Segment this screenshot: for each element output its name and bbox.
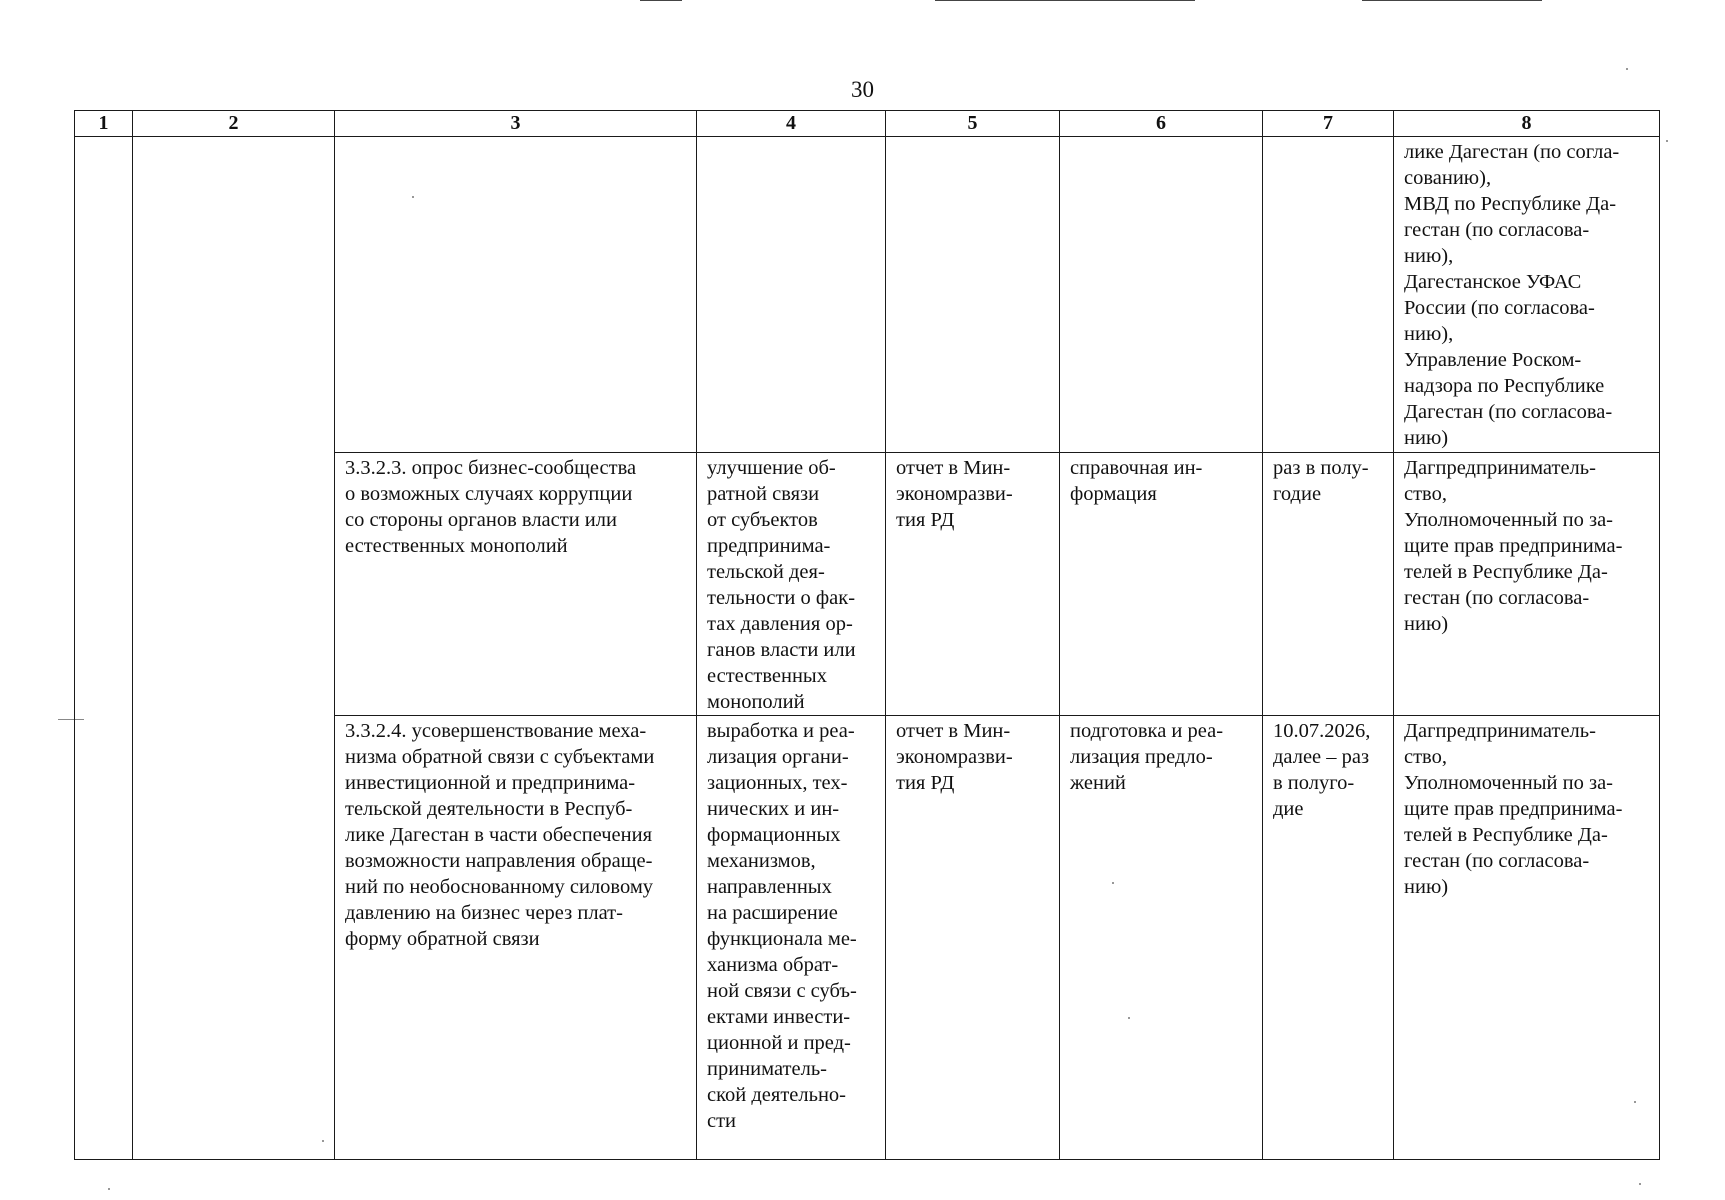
header-row [75, 111, 1660, 137]
cell-executors: Дагпредприниматель- ство, Уполномоченный по за- щите прав предпринима- телей в Республике Да- гестан (по согласова- нию) [1394, 716, 1660, 1160]
cell-deadline: раз в полу- годие [1263, 453, 1394, 716]
scan-edge-line [640, 0, 682, 1]
cell-report-form: отчет в Мин- экономразви- тия РД [886, 716, 1060, 1160]
cell-executors: лике Дагестан (по согла- сованию), МВД по Республике Да- гестан (по согласова- нию), Дагестанское УФАС России (по согласова- нию), Управление Роском- надзора по Республике Дагестан (по согласова- нию) [1394, 137, 1660, 453]
cell-activity [335, 137, 697, 453]
cell-executors: Дагпредприниматель- ство, Уполномоченный по за- щите прав предпринима- телей в Республике Да- гестан (по согласова- нию) [1394, 453, 1660, 716]
cell-deadline: 10.07.2026, далее – раз в полуго- дие [1263, 716, 1394, 1160]
scan-speck [1626, 68, 1628, 70]
column-header-2: 2 [133, 111, 335, 137]
cell-col2-spanning [133, 137, 335, 1160]
column-header-5: 5 [886, 111, 1060, 137]
cell-deadline [1263, 137, 1394, 453]
cell-activity: 3.3.2.3. опрос бизнес-сообщества о возможных случаях коррупции со стороны органов власти или естественных монополий [335, 453, 697, 716]
column-header-4: 4 [697, 111, 886, 137]
column-header-1: 1 [75, 111, 133, 137]
cell-activity: 3.3.2.4. усовершенствование меха- низма обратной связи с субъектами инвестиционной и предпринима- тельской деятельности в Респуб- лике Дагестан в части обеспечения возможности направления обраще- ний по необоснованному силовому давлению на бизнес через плат- форму обратной связи [335, 716, 697, 1160]
cell-result [1060, 137, 1263, 453]
cell-goal [697, 137, 886, 453]
scan-speck [1666, 140, 1668, 142]
scan-speck [1639, 1183, 1641, 1185]
cell-report-form [886, 137, 1060, 453]
column-header-8: 8 [1394, 111, 1660, 137]
cell-goal: улучшение об- ратной связи от субъектов предпринима- тельской дея- тельности о фак- тах давления ор- ганов власти или естественных монополий [697, 453, 886, 716]
scan-edge-line [935, 0, 1195, 1]
scan-speck [108, 1188, 110, 1190]
cell-col1-spanning [75, 137, 133, 1160]
column-header-7: 7 [1263, 111, 1394, 137]
cell-goal: выработка и реа- лизация органи- зационных, тех- нических и ин- формационных механизмов, направленных на расширение функционала ме- ханизма обрат- ной связи с субъ- ектами инвести- ционной и пред- приниматель- ской деятельно- сти [697, 716, 886, 1160]
cell-report-form: отчет в Мин- экономразви- тия РД [886, 453, 1060, 716]
cell-result: подготовка и реа- лизация предло- жений [1060, 716, 1263, 1160]
activities-table [74, 110, 1660, 1160]
table-row [75, 137, 1660, 453]
scan-edge-line [1362, 0, 1542, 1]
column-header-6: 6 [1060, 111, 1263, 137]
page-number: 30 [851, 77, 874, 102]
cell-result: справочная ин- формация [1060, 453, 1263, 716]
column-header-3: 3 [335, 111, 697, 137]
